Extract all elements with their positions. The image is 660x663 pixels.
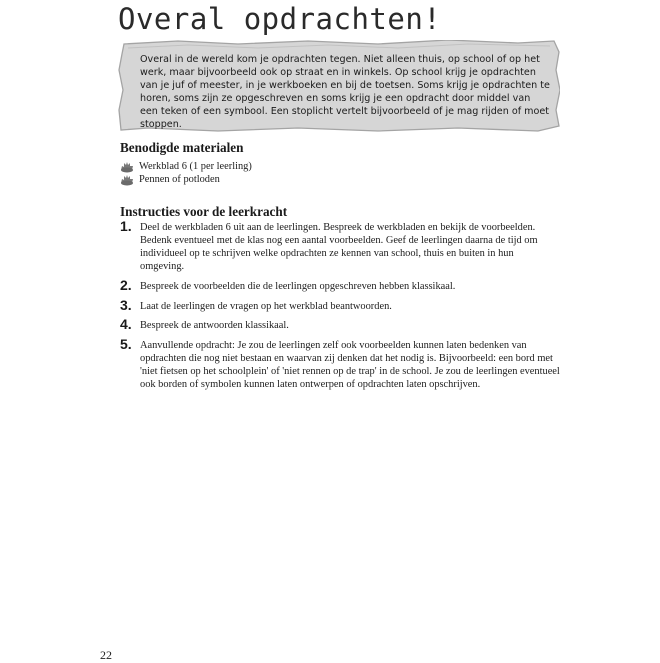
instruction-step: [120, 296, 560, 314]
instruction-step: [120, 336, 560, 392]
hedgehog-bullet-icon: [120, 161, 134, 173]
page-title: Overal opdrachten!: [118, 2, 442, 36]
step-number: 5.: [120, 336, 132, 353]
instruction-step: [120, 218, 560, 274]
list-item: [120, 173, 252, 186]
step-text: Bespreek de antwoorden klassikaal.: [140, 320, 289, 332]
step-number: 3.: [120, 296, 132, 313]
hedgehog-bullet-icon: [120, 174, 134, 186]
intro-callout-box: [118, 40, 560, 132]
page-number: 22: [100, 648, 112, 662]
step-text: Deel de werkbladen 6 uit aan de leerlingen. Bespreek de werkbladen en bekijk de voorbeelden. Bedenk eventueel met de klas nog een aantal voorbeelden. Geef de leerlingen daarna de tijd om individueel op te schrijven welke opdrachten ze kennen van school, thuis en buiten in hun omgeving.: [140, 222, 538, 272]
instruction-step: [120, 316, 560, 333]
step-number: 2.: [120, 276, 132, 293]
material-label: Werkblad 6 (1 per leerling): [139, 161, 252, 172]
step-text: Aanvullende opdracht: Je zou de leerlingen zelf ook voorbeelden kunnen laten bedenken van opdrachten die nog niet bestaan en waarvan zij denken dat het nodig is. Bijvoorbeeld: een bord met 'niet fietsen op het schoolplein' of 'niet rennen op de trap' in de school. Je zou de leerlingen eventueel ook borden of symbolen kunnen laten ontwerpen of opdrachten laten opschrijven.: [140, 340, 560, 391]
step-number: 4.: [120, 316, 132, 333]
instruction-steps: [120, 218, 560, 399]
intro-text: Overal in de wereld kom je opdrachten tegen. Niet alleen thuis, op school of op het werk, maar bijvoorbeeld ook op straat en in winkels. Op school krijg je opdrachten van je juf of meester, in je werkboeken en bij de toetsen. Soms krijg je opdrachten te horen, soms zijn ze opgeschreven en soms krijg je een opdracht door middel van een teken of een symbool. Een stoplicht vertelt bijvoorbeeld of je mag rijden of moet stoppen.: [140, 54, 550, 130]
instruction-step: [120, 276, 560, 294]
materials-heading: Benodigde materialen: [120, 140, 244, 155]
instructions-heading: Instructies voor de leerkracht: [120, 204, 288, 219]
step-text: Laat de leerlingen de vragen op het werkblad beantwoorden.: [140, 300, 392, 312]
list-item: [120, 160, 252, 173]
step-text: Bespreek de voorbeelden die de leerlingen opgeschreven hebben klassikaal.: [140, 280, 456, 292]
materials-list: [120, 160, 252, 186]
material-label: Pennen of potloden: [139, 174, 220, 185]
step-number: 1.: [120, 218, 132, 234]
